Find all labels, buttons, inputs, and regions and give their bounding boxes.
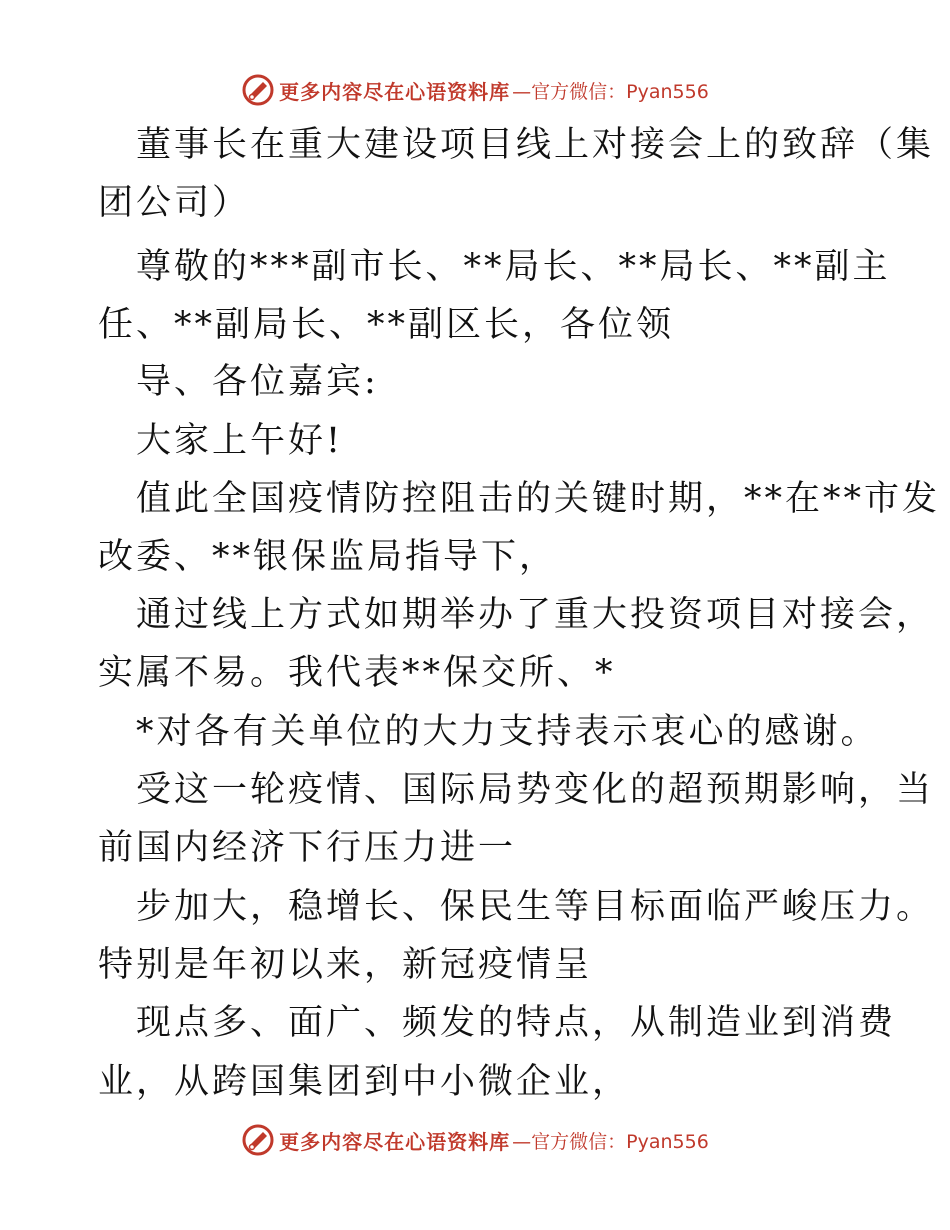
paragraph-3-line-1: *对各有关单位的大力支持表示衷心的感谢。 (136, 712, 879, 752)
paragraph-5-line-2: 特别是年初以来，新冠疫情呈 (98, 945, 593, 985)
footer-contact-text: —官方微信：Pyan556 (512, 1130, 709, 1153)
brand-logo-icon (241, 73, 275, 107)
footer-brand-text: 更多内容尽在心语资料库 (279, 1129, 511, 1154)
paragraph-1-line-2: 改委、**银保监局指导下， (98, 537, 558, 577)
paragraph-6-line-1: 现点多、面广、频发的特点，从制造业到消费 (136, 1003, 897, 1043)
paragraph-1-line-1: 值此全国疫情防控阻击的关键时期，**在**市发 (136, 479, 941, 519)
footer-watermark (0, 1120, 950, 1160)
paragraph-4-line-1: 受这一轮疫情、国际局势变化的超预期影响，当 (136, 770, 935, 810)
header-contact-text: —官方微信：Pyan556 (512, 80, 709, 103)
header-watermark (0, 70, 950, 110)
salutation-line-1: 尊敬的***副市长、**局长、**局长、**副主 (136, 247, 891, 287)
paragraph-6-line-2: 业，从跨国集团到中小微企业， (98, 1062, 631, 1102)
paragraph-2-line-1: 通过线上方式如期举办了重大投资项目对接会， (136, 595, 935, 635)
document-title-line-1: 董事长在重大建设项目线上对接会上的致辞（集 (136, 125, 935, 165)
paragraph-4-line-2: 前国内经济下行压力进一 (98, 828, 517, 868)
greeting-line: 大家上午好! (136, 421, 344, 461)
salutation-line-3: 导、各位嘉宾: (136, 362, 379, 402)
document-title-line-2: 团公司） (98, 183, 251, 223)
header-brand-text: 更多内容尽在心语资料库 (279, 79, 511, 104)
salutation-line-2: 任、**副局长、**副区长，各位领 (98, 305, 675, 345)
brand-logo-icon (241, 1123, 275, 1157)
paragraph-2-line-2: 实属不易。我代表**保交所、* (98, 653, 616, 693)
paragraph-5-line-1: 步加大，稳增长、保民生等目标面临严峻压力。 (136, 887, 935, 927)
